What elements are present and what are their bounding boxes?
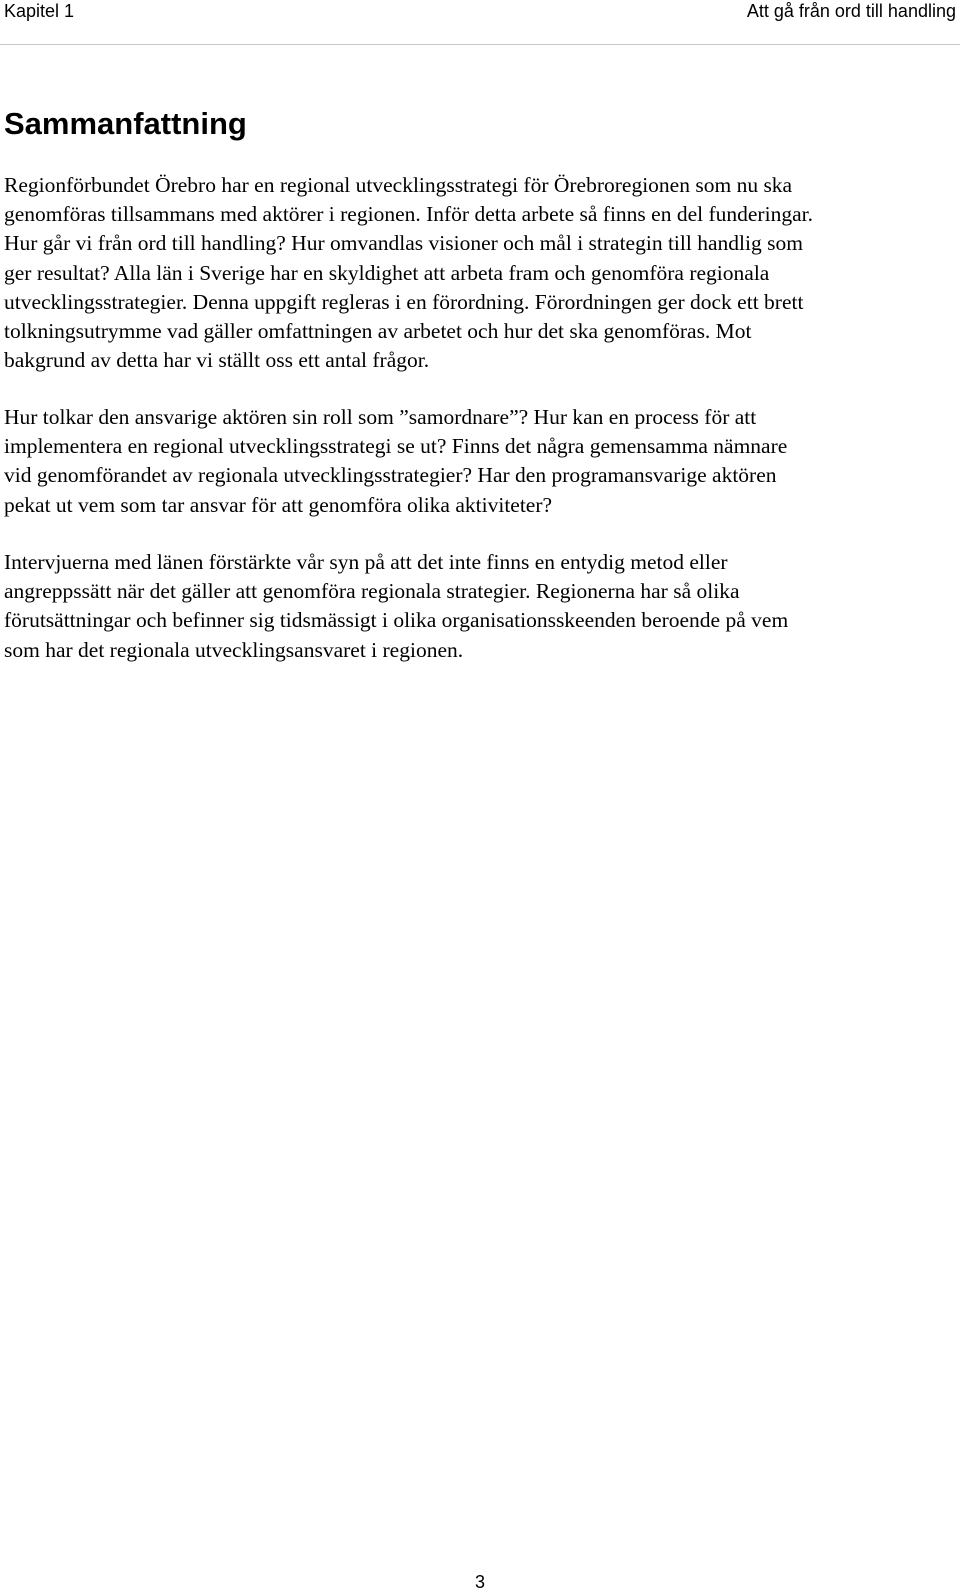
page-number: 3 [474, 1572, 485, 1592]
paragraph-line: genomföras tillsammans med aktörer i regionen. Inför detta arbete så finns en del funderingar. [4, 202, 813, 227]
paragraph-line: Intervjuerna med länen förstärkte vår syn på att det inte finns en entydig metod eller [4, 550, 728, 574]
paragraph-line: pekat ut vem som tar ansvar för att genomföra olika aktiviteter? [4, 492, 553, 517]
paragraph-line: tolkningsutrymme vad gäller omfattningen av arbetet och hur det ska genomföras. Mot [4, 319, 752, 344]
paragraph-line: Hur tolkar den ansvarige aktören sin roll som ”samordnare”? Hur kan en process för att [4, 405, 757, 429]
paragraph-line: vid genomförandet av regionala utvecklingsstrategier? Har den programansvarige aktören [4, 463, 777, 488]
paragraph-line: ger resultat? Alla län i Sverige har en skyldighet att arbeta fram och genomföra regionala [4, 260, 770, 285]
paragraph-line: Hur går vi från ord till handling? Hur omvandlas visioner och mål i strategin till handlig som [4, 231, 803, 256]
chapter-label: Kapitel 1 [4, 1, 75, 21]
paragraph-3 [4, 548, 956, 665]
paragraph-line: implementera en regional utvecklingsstrategi se ut? Finns det några gemensamma nämnare [4, 434, 788, 459]
paragraph-2 [4, 403, 956, 520]
section-title: Sammanfattning [4, 106, 247, 141]
paragraph-line: som har det regionala utvecklingsansvaret i regionen. [4, 637, 464, 662]
paragraph-line: bakgrund av detta har vi ställt oss ett antal frågor. [4, 348, 430, 373]
paragraph-1 [4, 171, 956, 375]
paragraph-line: angreppssätt när det gäller att genomföra regionala strategier. Regionerna har så olika [4, 579, 740, 604]
running-title: Att gå från ord till handling [746, 1, 956, 21]
paragraph-line: Regionförbundet Örebro har en regional utvecklingsstrategi för Örebroregionen som nu ska [4, 173, 793, 197]
page-header [0, 0, 960, 45]
paragraph-line: förutsättningar och befinner sig tidsmässigt i olika organisationsskeenden beroende på vem [4, 608, 789, 633]
paragraph-line: utvecklingsstrategier. Denna uppgift regleras i en förordning. Förordningen ger dock ett brett [4, 289, 804, 314]
